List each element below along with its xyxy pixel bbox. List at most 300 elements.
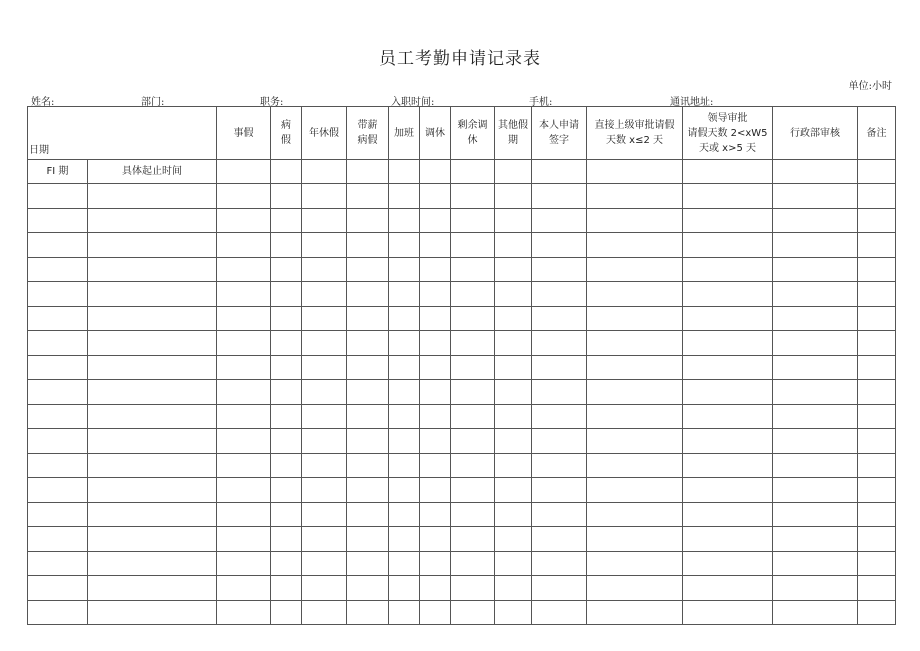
table-cell[interactable] [773,355,858,380]
table-cell[interactable] [389,600,420,625]
table-cell[interactable] [420,527,451,552]
table-row [28,306,896,331]
table-cell[interactable] [858,331,896,356]
table-row [28,355,896,380]
table-cell[interactable] [28,233,88,258]
table-cell[interactable] [389,233,420,258]
table-cell[interactable] [302,160,347,184]
table-cell[interactable] [773,429,858,454]
table-cell[interactable] [858,551,896,576]
table-cell[interactable] [389,478,420,503]
table-cell[interactable] [858,453,896,478]
table-cell[interactable] [683,600,773,625]
table-cell[interactable] [532,600,587,625]
table-cell[interactable] [420,404,451,429]
table-cell[interactable] [532,331,587,356]
table-cell[interactable] [217,233,271,258]
table-cell[interactable] [271,380,302,405]
table-cell[interactable] [389,527,420,552]
table-cell[interactable] [420,355,451,380]
table-cell[interactable] [302,600,347,625]
table-cell[interactable] [88,527,217,552]
table-cell[interactable] [451,208,495,233]
table-cell[interactable] [389,306,420,331]
table-cell[interactable] [217,453,271,478]
table-cell[interactable] [858,208,896,233]
table-cell[interactable] [451,184,495,209]
page-title: 员工考勤申请记录表 [379,49,541,69]
table-cell[interactable] [773,600,858,625]
table-cell[interactable] [88,306,217,331]
table-cell[interactable] [420,453,451,478]
table-cell[interactable] [683,576,773,601]
table-cell[interactable] [217,551,271,576]
table-cell[interactable] [858,404,896,429]
table-cell[interactable] [587,184,683,209]
table-cell[interactable] [587,404,683,429]
table-cell[interactable] [347,429,389,454]
table-cell[interactable] [389,551,420,576]
table-cell[interactable] [88,282,217,307]
table-cell[interactable] [271,502,302,527]
table-cell[interactable] [451,502,495,527]
table-cell[interactable] [451,160,495,184]
table-cell[interactable] [347,160,389,184]
table-cell[interactable] [532,453,587,478]
table-cell[interactable] [217,600,271,625]
table-cell[interactable] [389,453,420,478]
table-cell[interactable] [217,429,271,454]
table-cell[interactable] [587,208,683,233]
table-cell[interactable] [88,233,217,258]
table-cell[interactable] [773,331,858,356]
table-cell[interactable] [587,233,683,258]
table-cell[interactable] [302,527,347,552]
table-cell[interactable] [28,600,88,625]
table-cell[interactable] [217,478,271,503]
table-cell[interactable] [532,282,587,307]
table-row [28,576,896,601]
table-cell[interactable] [451,306,495,331]
table-cell[interactable] [88,208,217,233]
table-cell[interactable] [347,600,389,625]
table-cell[interactable] [773,233,858,258]
table-cell[interactable] [271,551,302,576]
table-cell[interactable] [858,600,896,625]
table-cell[interactable] [495,282,532,307]
table-cell[interactable] [389,282,420,307]
table-cell[interactable] [420,429,451,454]
table-cell[interactable] [302,453,347,478]
table-cell[interactable] [217,380,271,405]
table-cell[interactable] [88,600,217,625]
table-cell[interactable] [683,306,773,331]
table-cell[interactable] [683,282,773,307]
table-cell[interactable] [495,257,532,282]
table-cell[interactable] [587,160,683,184]
table-cell[interactable] [683,380,773,405]
table-cell[interactable] [347,478,389,503]
table-cell[interactable] [271,160,302,184]
table-cell[interactable] [495,184,532,209]
table-cell[interactable] [302,184,347,209]
phone-label: 手机: [529,97,553,108]
table-cell[interactable] [389,380,420,405]
table-cell[interactable] [495,600,532,625]
table-cell[interactable] [587,478,683,503]
table-cell[interactable] [217,404,271,429]
table-cell[interactable] [495,576,532,601]
table-cell[interactable] [532,380,587,405]
table-cell[interactable] [858,160,896,184]
table-cell[interactable] [347,257,389,282]
table-cell[interactable] [271,184,302,209]
table-cell[interactable] [217,184,271,209]
table-cell[interactable] [532,551,587,576]
table-cell[interactable] [420,600,451,625]
table-cell[interactable] [451,429,495,454]
table-cell[interactable] [451,282,495,307]
table-cell[interactable] [28,429,88,454]
table-cell[interactable] [302,282,347,307]
table-cell[interactable] [587,502,683,527]
table-cell[interactable] [271,527,302,552]
table-cell[interactable] [532,576,587,601]
table-cell[interactable] [587,282,683,307]
table-cell[interactable] [773,380,858,405]
table-cell[interactable] [271,306,302,331]
table-cell[interactable] [683,502,773,527]
table-cell[interactable] [271,331,302,356]
table-cell[interactable] [28,208,88,233]
table-cell[interactable] [302,502,347,527]
table-cell[interactable] [495,502,532,527]
table-cell[interactable] [347,404,389,429]
table-cell[interactable] [302,429,347,454]
table-cell[interactable] [88,453,217,478]
table-cell[interactable] [773,527,858,552]
table-cell[interactable] [451,551,495,576]
table-cell[interactable] [587,331,683,356]
table-cell[interactable] [217,527,271,552]
table-cell[interactable] [495,355,532,380]
name-label: 姓名: [31,97,55,108]
table-cell[interactable] [389,184,420,209]
attendance-table [27,106,896,625]
table-cell[interactable] [858,233,896,258]
table-cell[interactable] [389,502,420,527]
table-cell[interactable] [302,355,347,380]
table-cell[interactable] [302,257,347,282]
table-cell[interactable] [389,576,420,601]
table-cell[interactable] [347,184,389,209]
table-cell[interactable] [28,502,88,527]
table-cell[interactable] [683,429,773,454]
table-cell[interactable] [420,502,451,527]
table-cell[interactable] [302,576,347,601]
table-cell[interactable] [347,331,389,356]
table-cell[interactable] [302,404,347,429]
table-cell[interactable] [420,551,451,576]
admin-review-header: 行政部审核 [773,107,858,160]
table-cell[interactable] [217,306,271,331]
table-cell[interactable] [88,257,217,282]
table-cell[interactable] [495,233,532,258]
table-cell[interactable] [271,282,302,307]
table-cell[interactable] [271,404,302,429]
table-cell[interactable] [302,380,347,405]
table-cell[interactable] [217,502,271,527]
table-cell[interactable] [532,355,587,380]
table-cell[interactable] [532,184,587,209]
table-cell[interactable] [773,160,858,184]
table-cell[interactable] [773,306,858,331]
table-cell[interactable] [858,306,896,331]
table-cell[interactable] [495,404,532,429]
table-cell[interactable] [532,160,587,184]
table-cell[interactable] [858,380,896,405]
table-cell[interactable] [420,184,451,209]
table-cell[interactable] [347,453,389,478]
annual-leave-header: 年休假 [302,107,347,160]
table-cell[interactable] [532,306,587,331]
table-cell[interactable] [495,453,532,478]
table-cell[interactable] [271,478,302,503]
table-cell[interactable] [347,208,389,233]
table-cell[interactable] [532,527,587,552]
table-cell[interactable] [88,502,217,527]
table-cell[interactable] [217,282,271,307]
table-cell[interactable] [773,478,858,503]
table-cell[interactable] [532,208,587,233]
table-cell[interactable] [420,208,451,233]
table-cell[interactable] [271,576,302,601]
table-cell[interactable] [347,576,389,601]
table-cell[interactable] [451,257,495,282]
table-cell[interactable] [858,576,896,601]
table-cell[interactable] [495,551,532,576]
table-cell[interactable] [683,551,773,576]
table-cell[interactable] [495,208,532,233]
table-cell[interactable] [532,429,587,454]
table-cell[interactable] [773,453,858,478]
table-cell[interactable] [451,453,495,478]
table-cell[interactable] [420,478,451,503]
table-cell[interactable] [683,184,773,209]
table-cell[interactable] [302,306,347,331]
table-cell[interactable] [495,478,532,503]
table-cell[interactable] [683,527,773,552]
table-row [28,478,896,503]
table-cell[interactable] [532,502,587,527]
table-cell[interactable] [389,208,420,233]
table-cell[interactable] [28,306,88,331]
time-range-subheader: 具体起止时间 [88,160,217,184]
table-cell[interactable] [389,429,420,454]
table-cell[interactable] [773,576,858,601]
table-cell[interactable] [88,551,217,576]
table-cell[interactable] [217,160,271,184]
table-cell[interactable] [495,160,532,184]
table-cell[interactable] [28,355,88,380]
table-cell[interactable] [420,282,451,307]
table-cell[interactable] [451,380,495,405]
table-cell[interactable] [88,331,217,356]
table-cell[interactable] [217,257,271,282]
table-cell[interactable] [28,453,88,478]
table-cell[interactable] [683,331,773,356]
table-cell[interactable] [587,576,683,601]
table-cell[interactable] [587,380,683,405]
table-cell[interactable] [217,576,271,601]
table-cell[interactable] [451,233,495,258]
table-cell[interactable] [532,404,587,429]
table-cell[interactable] [495,380,532,405]
table-cell[interactable] [495,331,532,356]
table-cell[interactable] [389,331,420,356]
table-cell[interactable] [347,306,389,331]
table-cell[interactable] [271,257,302,282]
table-cell[interactable] [683,478,773,503]
table-cell[interactable] [347,355,389,380]
table-cell[interactable] [347,233,389,258]
table-cell[interactable] [451,355,495,380]
table-cell[interactable] [347,282,389,307]
table-cell[interactable] [28,184,88,209]
table-cell[interactable] [217,208,271,233]
table-cell[interactable] [88,404,217,429]
table-cell[interactable] [773,502,858,527]
table-subheader-row [28,160,896,184]
table-cell[interactable] [217,355,271,380]
table-cell[interactable] [28,478,88,503]
table-cell[interactable] [773,551,858,576]
table-cell[interactable] [587,306,683,331]
table-cell[interactable] [587,600,683,625]
table-cell[interactable] [683,257,773,282]
table-cell[interactable] [773,184,858,209]
table-cell[interactable] [495,429,532,454]
table-cell[interactable] [773,282,858,307]
table-cell[interactable] [451,527,495,552]
table-cell[interactable] [495,306,532,331]
table-cell[interactable] [28,576,88,601]
table-cell[interactable] [88,429,217,454]
table-cell[interactable] [271,453,302,478]
table-cell[interactable] [271,233,302,258]
table-cell[interactable] [28,380,88,405]
table-cell[interactable] [587,257,683,282]
table-cell[interactable] [587,527,683,552]
table-cell[interactable] [773,257,858,282]
table-cell[interactable] [683,233,773,258]
table-cell[interactable] [271,355,302,380]
supervisor-approval-header: 直接上级审批请假 天数 x≤2 天 [587,107,683,160]
table-cell[interactable] [88,184,217,209]
table-cell[interactable] [858,355,896,380]
table-cell[interactable] [302,551,347,576]
table-cell[interactable] [773,404,858,429]
table-cell[interactable] [271,208,302,233]
table-cell[interactable] [271,600,302,625]
table-cell[interactable] [858,184,896,209]
table-cell[interactable] [858,429,896,454]
table-cell[interactable] [28,331,88,356]
table-cell[interactable] [302,478,347,503]
table-cell[interactable] [532,233,587,258]
table-cell[interactable] [217,331,271,356]
table-cell[interactable] [683,160,773,184]
table-cell[interactable] [683,355,773,380]
table-cell[interactable] [858,282,896,307]
table-cell[interactable] [389,355,420,380]
table-cell[interactable] [88,478,217,503]
table-cell[interactable] [420,160,451,184]
table-cell[interactable] [389,404,420,429]
table-cell[interactable] [495,527,532,552]
table-cell[interactable] [451,404,495,429]
table-cell[interactable] [587,453,683,478]
table-cell[interactable] [587,355,683,380]
table-cell[interactable] [858,257,896,282]
table-cell[interactable] [389,160,420,184]
table-cell[interactable] [302,208,347,233]
table-cell[interactable] [389,257,420,282]
table-cell[interactable] [451,478,495,503]
table-cell[interactable] [28,257,88,282]
table-row [28,429,896,454]
table-cell[interactable] [88,380,217,405]
table-cell[interactable] [271,429,302,454]
table-cell[interactable] [420,331,451,356]
table-cell[interactable] [420,576,451,601]
table-cell[interactable] [420,233,451,258]
table-cell[interactable] [420,380,451,405]
table-cell[interactable] [858,502,896,527]
table-cell[interactable] [347,527,389,552]
table-cell[interactable] [683,208,773,233]
table-cell[interactable] [858,527,896,552]
table-cell[interactable] [347,551,389,576]
table-cell[interactable] [858,478,896,503]
table-cell[interactable] [420,306,451,331]
table-cell[interactable] [28,527,88,552]
table-row [28,551,896,576]
table-cell[interactable] [28,282,88,307]
table-row [28,282,896,307]
table-cell[interactable] [347,502,389,527]
table-cell[interactable] [451,576,495,601]
table-cell[interactable] [28,551,88,576]
table-cell[interactable] [28,404,88,429]
table-cell[interactable] [587,429,683,454]
table-cell[interactable] [532,478,587,503]
table-cell[interactable] [683,404,773,429]
table-cell[interactable] [451,331,495,356]
table-cell[interactable] [88,576,217,601]
table-cell[interactable] [88,355,217,380]
table-cell[interactable] [773,208,858,233]
table-cell[interactable] [683,453,773,478]
table-cell[interactable] [302,331,347,356]
table-cell[interactable] [532,257,587,282]
table-cell[interactable] [451,600,495,625]
table-cell[interactable] [420,257,451,282]
table-cell[interactable] [302,233,347,258]
table-cell[interactable] [587,551,683,576]
table-cell[interactable] [347,380,389,405]
table-row [28,380,896,405]
